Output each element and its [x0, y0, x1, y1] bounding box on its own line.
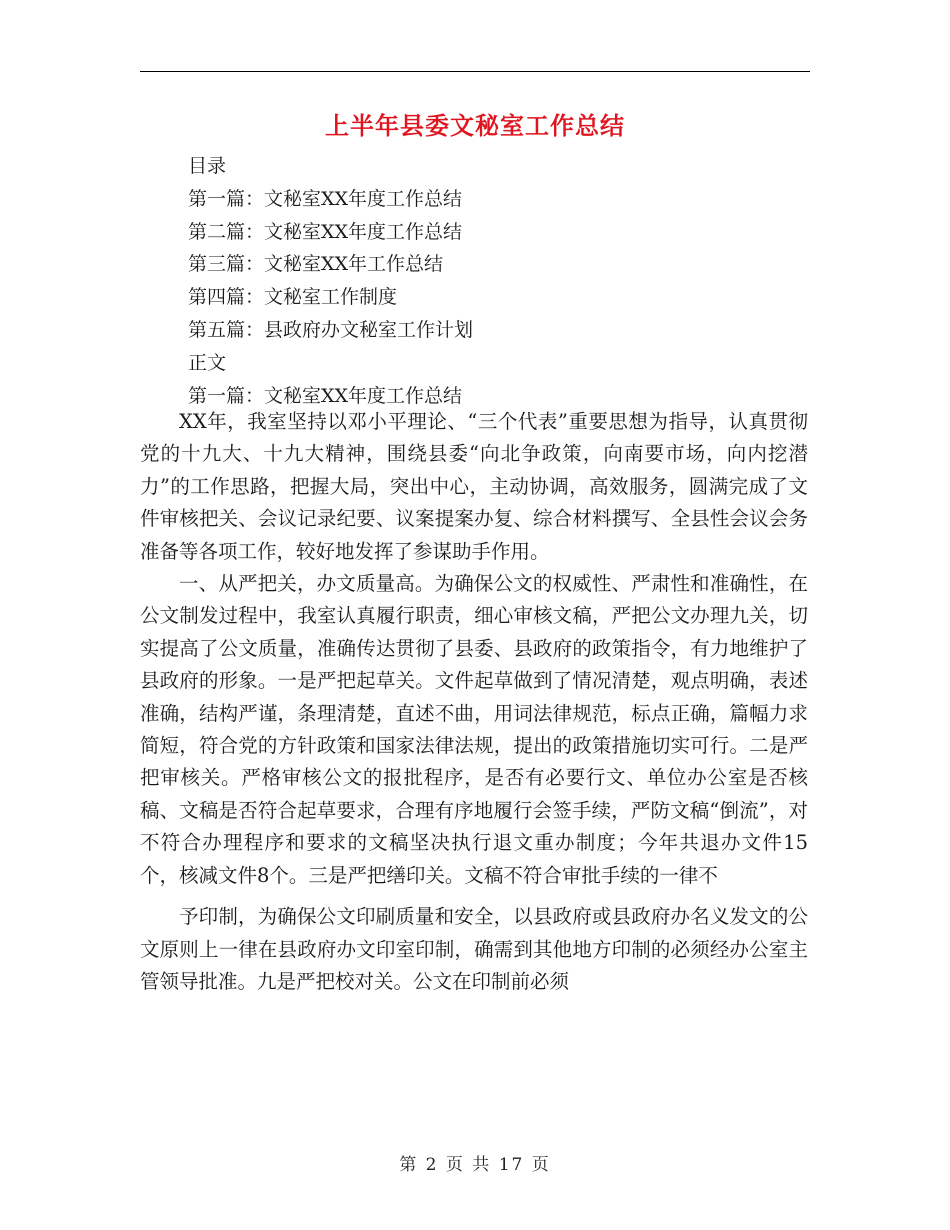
- body-paragraph: XX年，我室坚持以邓小平理论、“三个代表”重要思想为指导，认真贯彻党的十九大、十九大精神，围绕县委“向北争政策，向南要市场，向内挖潜力”的工作思路，把握大局，突出中心，主动协调，高效服务，圆满完成了文件审核把关、会议记录纪要、议案提案办复、综合材料撰写、全县性会议会务准备等各项工作，较好地发挥了参谋助手作用。: [140, 410, 808, 563]
- body-paragraph: 予印制，为确保公文印刷质量和安全，以县政府或县政府办名义发文的公文原则上一律在县政府办文印室印制，确需到其他地方印制的必须经办公室主管领导批准。九是严把校对关。公文在印制前必须: [140, 905, 808, 993]
- toc-item: 第三篇：文秘室XX年工作总结: [188, 253, 444, 276]
- table-of-contents: [188, 150, 473, 412]
- body-heading: 正文: [188, 351, 227, 374]
- header-rule: [140, 71, 810, 72]
- toc-heading: 目录: [188, 155, 227, 177]
- toc-item: 第一篇：文秘室XX年度工作总结: [188, 187, 463, 210]
- section-title: 第一篇：文秘室XX年度工作总结: [188, 384, 463, 407]
- body-paragraph: 一、从严把关，办文质量高。为确保公文的权威性、严肃性和准确性，在公文制发过程中，我室认真履行职责，细心审核文稿，严把公文办理九关，切实提高了公文质量，准确传达贯彻了县委、县政府的政策指令，有力地维护了县政府的形象。一是严把起草关。文件起草做到了情况清楚，观点明确，表述准确，结构严谨，条理清楚，直述不曲，用词法律规范，标点正确，篇幅力求简短，符合党的方针政策和国家法律法规，提出的政策措施切实可行。二是严把审核关。严格审核公文的报批程序，是否有必要行文、单位办公室是否核稿、文稿是否符合起草要求，合理有序地履行会签手续，严防文稿“倒流”，对不符合办理程序和要求的文稿坚决执行退文重办制度；今年共退办文件15个，核减文件8个。三是严把缮印关。文稿不符合审批手续的一律不: [140, 572, 808, 887]
- document-title: 上半年县委文秘室工作总结: [325, 111, 625, 140]
- toc-item: 第五篇：县政府办文秘室工作计划: [188, 318, 474, 341]
- toc-item: 第四篇：文秘室工作制度: [188, 286, 398, 309]
- page-number: 第 2 页 共 17 页: [399, 1155, 551, 1175]
- toc-item: 第二篇：文秘室XX年度工作总结: [188, 220, 463, 243]
- document-body: [140, 406, 808, 998]
